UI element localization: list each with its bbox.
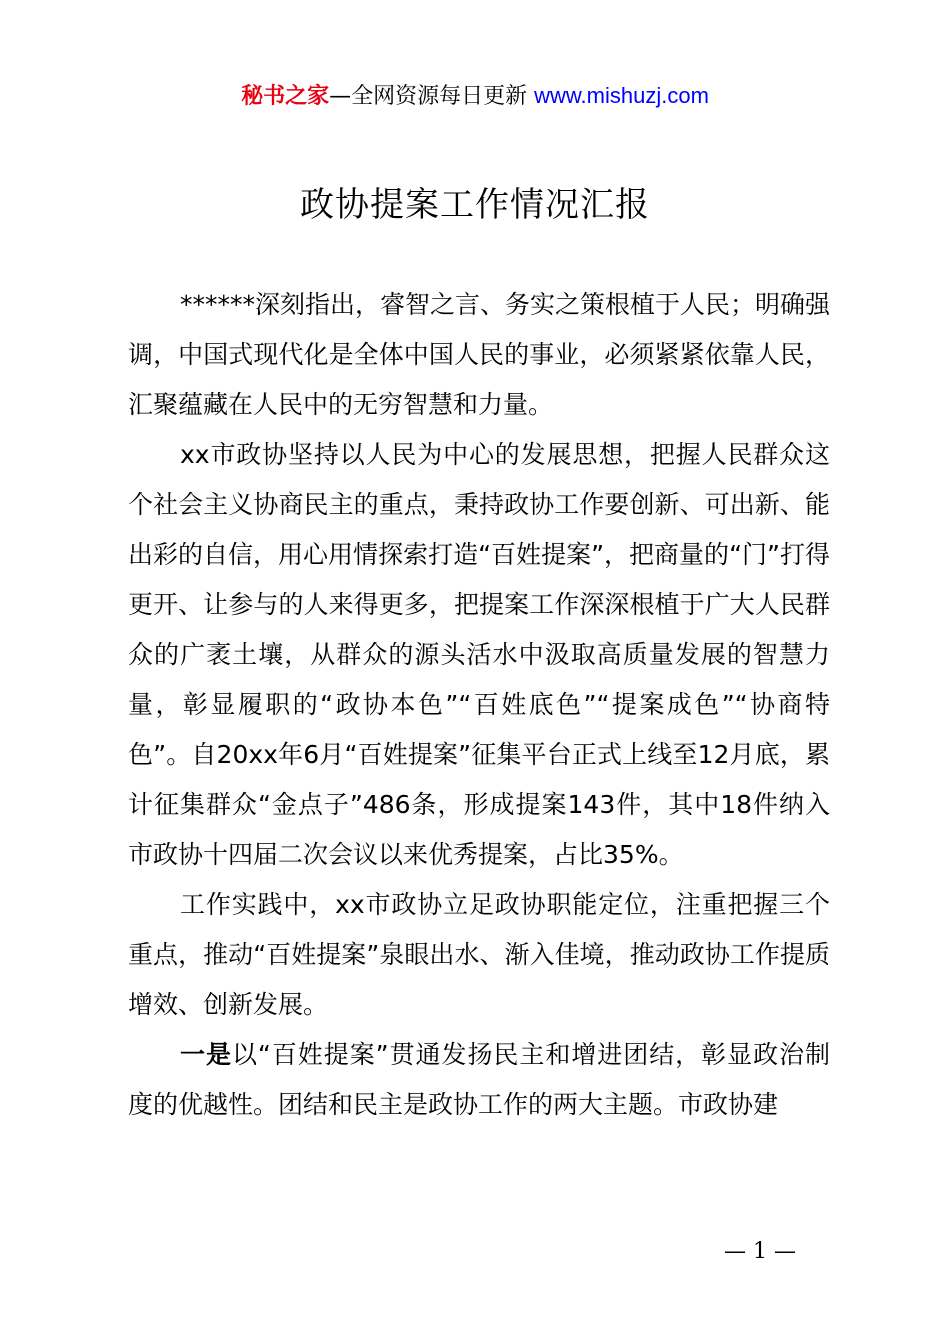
site-brand: 秘书之家 <box>241 84 330 109</box>
paragraph <box>128 1030 830 1130</box>
paragraph <box>128 280 830 430</box>
site-tagline: —全网资源每日更新 <box>329 84 528 109</box>
paragraph <box>128 430 830 880</box>
paragraph-text: 以“百姓提案”贯通发扬民主和增进团结，彰显政治制度的优越性。团结和民主是政协工作的两大主题。市政协建 <box>128 1040 830 1119</box>
paragraph-text: xx市政协坚持以人民为中心的发展思想，把握人民群众这个社会主义协商民主的重点，秉持政协工作要创新、可出新、能出彩的自信，用心用情探索打造“百姓提案”，把商量的“门”打得更开、让参与的人来得更多，把提案工作深深根植于广大人民群众的广袤土壤，从群众的源头活水中汲取高质量发展的智慧力量，彰显履职的“政协本色”“百姓底色”“提案成色”“协商特色”。自20xx年6月“百姓提案”征集平台正式上线至12月底，累计征集群众“金点子”486条，形成提案143件，其中18件纳入市政协十四届二次会议以来优秀提案，占比35%。 <box>128 440 830 869</box>
site-header <box>0 80 950 113</box>
site-url-link[interactable]: www.mishuzj.com <box>534 83 709 108</box>
paragraph-lead: 一是 <box>180 1040 232 1069</box>
page-number: — 1 — <box>724 1239 796 1264</box>
document-title: 政协提案工作情况汇报 <box>300 185 650 225</box>
document-body <box>128 280 830 1130</box>
paragraph <box>128 880 830 1030</box>
paragraph-text: ******深刻指出，睿智之言、务实之策根植于人民；明确强调，中国式现代化是全体中国人民的事业，必须紧紧依靠人民，汇聚蕴藏在人民中的无穷智慧和力量。 <box>128 290 831 419</box>
paragraph-text: 工作实践中，xx市政协立足政协职能定位，注重把握三个重点，推动“百姓提案”泉眼出水、渐入佳境，推动政协工作提质增效、创新发展。 <box>128 890 830 1019</box>
